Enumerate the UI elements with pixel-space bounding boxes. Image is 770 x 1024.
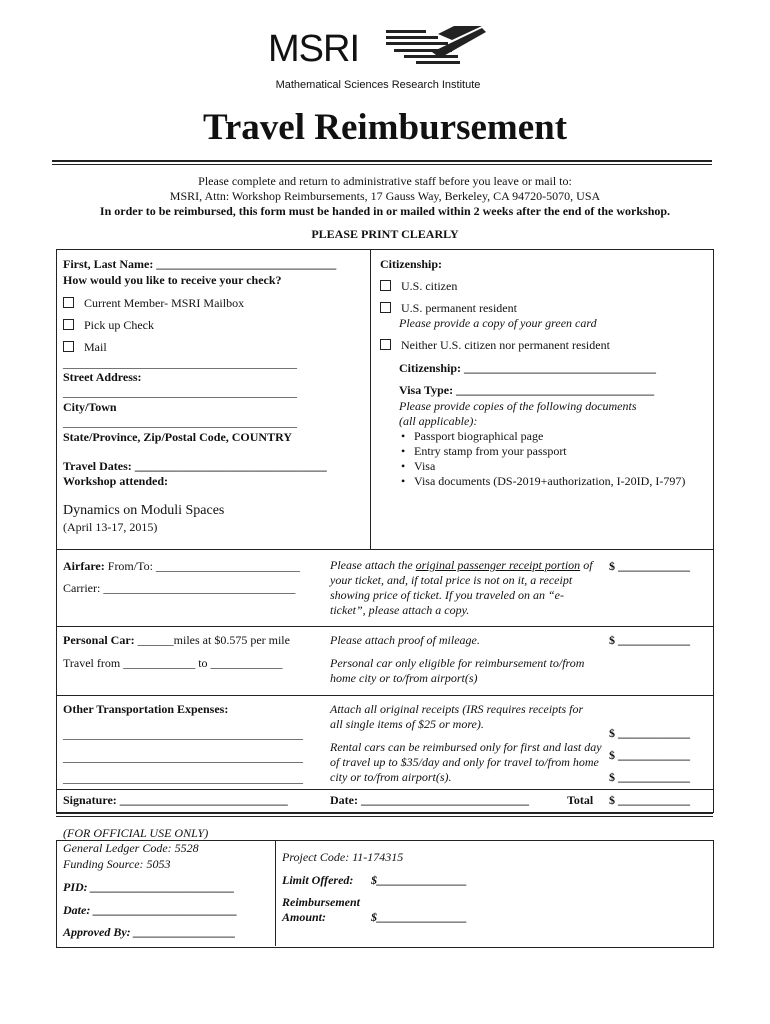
- green-card-note: Please provide a copy of your green card: [399, 316, 597, 330]
- state-label: State/Province, Zip/Postal Code, COUNTRY: [63, 430, 293, 444]
- deadline-notice: In order to be reimbursed, this form must be handed in or mailed within 2 weeks after the end of the workshop.: [99, 204, 671, 218]
- personal-car-field[interactable]: [63, 633, 290, 648]
- option-neither[interactable]: [380, 338, 610, 353]
- visa-type-field[interactable]: Visa Type: _________________________________: [399, 383, 655, 397]
- mileage-note: Please attach proof of mileage.: [330, 633, 480, 647]
- page-title: Travel Reimbursement: [202, 107, 568, 148]
- workshop-label: Workshop attended:: [63, 474, 169, 488]
- official-divider: [275, 840, 276, 946]
- workshop-dates: (April 13-17, 2015): [63, 520, 158, 534]
- street-address-label: Street Address:: [63, 370, 142, 384]
- city-line-blank[interactable]: _______________________________________: [63, 415, 297, 429]
- instructions-line-2: MSRI, Attn: Workshop Reimbursements, 17 Gauss Way, Berkeley, CA 94720-5070, USA: [169, 189, 601, 203]
- airfare-amount[interactable]: $ ____________: [609, 559, 690, 573]
- other-line-1[interactable]: ________________________________________: [63, 727, 303, 741]
- date-field[interactable]: Date: ____________________________: [330, 793, 529, 807]
- travel-dates-field[interactable]: Travel Dates: ________________________________: [63, 459, 327, 473]
- title-rule-thick: [52, 160, 712, 162]
- option-us-citizen[interactable]: [380, 279, 457, 294]
- list-item: • Entry stamp from your passport: [414, 444, 685, 459]
- rental-car-note: Rental cars can be reimbursed only for first and last day of travel up to $35/day and only for travel to/from home city or to/from airport(s).: [330, 740, 602, 784]
- official-use-header: (FOR OFFICIAL USE ONLY): [63, 826, 209, 840]
- documents-note-applicable: (all applicable):: [399, 414, 478, 428]
- checkbox[interactable]: [63, 297, 74, 308]
- list-item: • Passport biographical page: [414, 429, 685, 444]
- citizenship-divider: [370, 249, 371, 549]
- citizenship-field[interactable]: Citizenship: ________________________________: [399, 361, 657, 375]
- reimbursement-amount-field[interactable]: $_______________: [371, 910, 467, 924]
- other-line-3[interactable]: ________________________________________: [63, 771, 303, 785]
- section-rule-4: [56, 789, 713, 790]
- checkbox[interactable]: [380, 280, 391, 291]
- option-label: Neither U.S. citizen nor permanent resident: [401, 338, 610, 352]
- list-item: • Visa documents (DS-2019+authorization, I-20ID, I-797): [414, 474, 685, 489]
- official-date-field[interactable]: Date: ________________________: [63, 903, 238, 917]
- approved-by-field[interactable]: Approved By: _________________: [63, 925, 236, 939]
- project-code: Project Code: 11-174315: [282, 850, 404, 864]
- bottom-rule-thin: [56, 816, 713, 817]
- personal-car-label: Personal Car:: [63, 633, 135, 647]
- signature-field[interactable]: Signature: ____________________________: [63, 793, 288, 807]
- option-label: Current Member- MSRI Mailbox: [84, 296, 245, 310]
- option-pick-up[interactable]: [63, 318, 154, 333]
- car-amount[interactable]: $ ____________: [609, 633, 690, 647]
- mileage-text: ______miles at $0.575 per mile: [134, 633, 290, 647]
- amount-label: Amount:: [282, 910, 327, 924]
- section-rule-2: [56, 626, 713, 627]
- citizenship-label: Citizenship:: [380, 257, 443, 271]
- msri-logo-icon: [382, 22, 488, 74]
- institute-name: Mathematical Sciences Research Institute: [275, 79, 481, 91]
- documents-list: [400, 429, 685, 489]
- ledger-code: General Ledger Code: 5528: [63, 841, 199, 855]
- name-field[interactable]: First, Last Name: ______________________________: [63, 257, 337, 271]
- original-receipt-link: original passenger receipt portion: [415, 558, 581, 572]
- option-label: Pick up Check: [84, 318, 154, 332]
- bottom-rule-thick: [56, 812, 713, 814]
- other-amount-2[interactable]: $ ____________: [609, 748, 690, 762]
- travel-from-to-field[interactable]: Travel from ____________ to ____________: [63, 656, 283, 670]
- other-line-2[interactable]: ________________________________________: [63, 750, 303, 764]
- checkbox[interactable]: [63, 319, 74, 330]
- limit-offered-field[interactable]: $_______________: [371, 873, 467, 887]
- checkbox[interactable]: [63, 341, 74, 352]
- airfare-field[interactable]: [63, 559, 300, 574]
- receipts-note: Attach all original receipts (IRS requires receipts for all single items of $25 or more).: [330, 702, 584, 731]
- option-label: U.S. citizen: [401, 279, 458, 293]
- instructions-line-1: Please complete and return to administrative staff before you leave or mail to:: [198, 174, 572, 188]
- city-label: City/Town: [63, 400, 117, 414]
- option-permanent-resident[interactable]: [380, 301, 517, 316]
- other-amount-1[interactable]: $ ____________: [609, 726, 690, 740]
- total-amount[interactable]: $ ____________: [609, 793, 690, 807]
- address-line-blank[interactable]: _______________________________________: [63, 356, 297, 370]
- option-label: U.S. permanent resident: [401, 301, 517, 315]
- car-eligibility-note: Personal car only eligible for reimbursement to/from home city or to/from airport(s): [330, 656, 585, 685]
- print-clearly: PLEASE PRINT CLEARLY: [311, 227, 459, 241]
- checkbox[interactable]: [380, 302, 391, 313]
- street-line-blank[interactable]: _______________________________________: [63, 385, 297, 399]
- section-rule-1: [56, 549, 713, 550]
- airfare-note: Please attach the original passenger receipt portion of your ticket, and, if total price is not on it, a receipt showing price of ticket. If you traveled on an “e-ticket”, please attach a copy.: [330, 558, 593, 617]
- check-question: How would you like to receive your check?: [63, 273, 282, 287]
- option-label: Mail: [84, 340, 107, 354]
- list-item: • Visa: [414, 459, 685, 474]
- section-rule-3: [56, 695, 713, 696]
- checkbox[interactable]: [380, 339, 391, 350]
- option-mail[interactable]: [63, 340, 107, 355]
- documents-note: Please provide copies of the following documents: [399, 399, 637, 413]
- carrier-field[interactable]: Carrier: ________________________________: [63, 581, 296, 595]
- other-expenses-label: Other Transportation Expenses:: [63, 702, 229, 716]
- funding-source: Funding Source: 5053: [63, 857, 171, 871]
- workshop-name: Dynamics on Moduli Spaces: [63, 503, 225, 518]
- other-amount-3[interactable]: $ ____________: [609, 770, 690, 784]
- title-rule-thin: [52, 164, 712, 165]
- limit-offered-label: Limit Offered:: [282, 873, 354, 887]
- airfare-fromto: From/To: ________________________: [104, 559, 300, 573]
- airfare-label: Airfare:: [63, 559, 105, 573]
- pid-field[interactable]: PID: ________________________: [63, 880, 235, 894]
- option-member-mailbox[interactable]: [63, 296, 244, 311]
- total-label: Total: [567, 793, 594, 807]
- msri-logo-text: MSRI: [268, 28, 359, 70]
- reimbursement-label: Reimbursement: [282, 895, 361, 909]
